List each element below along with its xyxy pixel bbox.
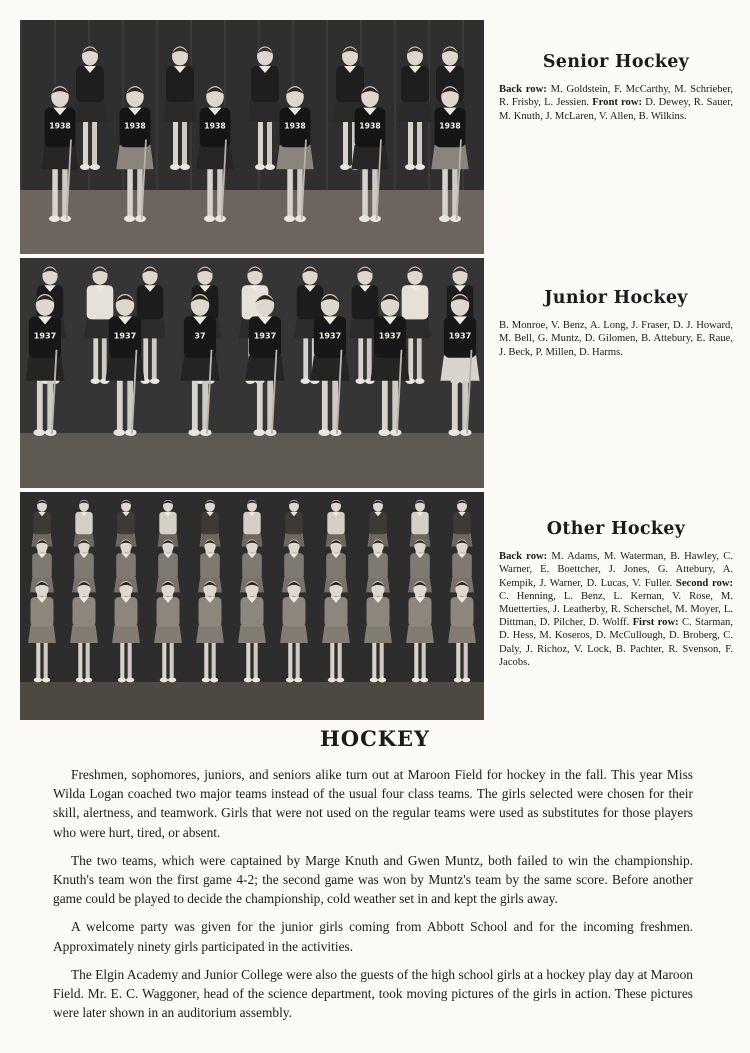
other-hockey-names [499, 550, 733, 669]
jersey-number: 1938 [124, 121, 146, 131]
jersey-number: 1938 [284, 121, 306, 131]
back-row-names: M. Adams, M. Waterman, B. Hawley, C. Warner, E. Boettcher, J. Jones, G. Attebury, A. Kempik, J. Warner, D. Lucas, V. Fuller. [499, 551, 733, 589]
senior-hockey-names [499, 83, 733, 123]
senior-hockey-caption [499, 52, 733, 123]
jersey-number: 37 [194, 331, 206, 341]
second-row-names: C. Henning, L. Benz, L. Kernan, V. Rose, M. Muetterties, J. Leatherby, R. Scherschel, M. Moyer, L. Dittman, D. Pilcher, D. Wolff. [499, 590, 733, 629]
back-row-label: Back row: [499, 84, 547, 96]
jersey-number: 1937 [318, 331, 342, 341]
jersey-number: 1937 [253, 331, 277, 341]
back-row-names: M. Goldstein, F. McCarthy, M. Schrieber, R. Frisby, L. Jessien. [499, 84, 733, 109]
article-paragraph: A welcome party was given for the junior girls coming from Abbott School and for the incoming freshmen. Approximately ninety girls participated in the activities. [53, 919, 693, 954]
article-paragraph: The two teams, which were captained by Marge Knuth and Gwen Muntz, both failed to win the championship. Knuth's team won the first game 4-2; the second game was won by Muntz's team by the same score. Before another game could be played to decide the championship, cold weather set in and kept the girls away. [53, 852, 693, 907]
junior-hockey-title: Junior Hockey [544, 288, 688, 308]
senior-hockey-photo [20, 20, 484, 254]
jersey-number: 1938 [359, 121, 381, 131]
article-paragraph: Freshmen, sophomores, juniors, and seniors alike turn out at Maroon Field for hockey in the fall. This year Miss Wilda Logan coached two major teams instead of the usual four class teams. The girls selected were chosen for their skill, alertness, and teamwork. Girls that were not used on the regular teams were used as substitutes for those players who were hurt, tired, or absent. [53, 767, 693, 840]
first-row-names: C. Starman, D. Hess, M. Koseros, D. McCullough, D. Broberg, C. Daly, J. Richoz, V. Lock, B. Pachter, R. Svenson, F. Jacobs. [499, 617, 733, 668]
front-row-label: Front row: [592, 97, 643, 109]
other-hockey-photo [20, 492, 484, 720]
second-row-label: Second row: [675, 577, 734, 589]
back-row-label: Back row: [499, 551, 548, 563]
jersey-number: 1937 [33, 331, 57, 341]
junior-hockey-names: B. Monroe, V. Benz, A. Long, J. Fraser, D. J. Howard, M. Bell, G. Muntz, D. Gilomen, B. Attebury, E. Raue, J. Beck, P. Millen, D. Harms. [499, 320, 733, 358]
other-hockey-caption [499, 519, 734, 669]
first-row-label: First row: [632, 617, 679, 629]
senior-hockey-title: Senior Hockey [542, 52, 690, 72]
article-paragraph: The Elgin Academy and Junior College were also the guests of the high school girls at a hockey play day at Maroon Field. Mr. E. C. Waggoner, head of the science department, took moving pictures of the girls in action. These pictures were later shown in an auditorium assembly. [53, 966, 693, 1021]
jersey-number: 1938 [204, 121, 226, 131]
article-body [53, 765, 693, 1031]
junior-hockey-photo [20, 258, 484, 488]
jersey-number: 1938 [49, 121, 71, 131]
other-hockey-title: Other Hockey [546, 519, 686, 539]
jersey-number: 1937 [378, 331, 402, 341]
jersey-number: 1937 [448, 331, 472, 341]
jersey-number: 1937 [113, 331, 137, 341]
jersey-number: 1938 [439, 121, 461, 131]
front-row-names: D. Dewey, R. Sauer, M. Knuth, J. McLaren, V. Allen, B. Wilkins. [499, 97, 733, 122]
article-title: HOCKEY [319, 726, 431, 751]
junior-hockey-caption [499, 288, 733, 359]
